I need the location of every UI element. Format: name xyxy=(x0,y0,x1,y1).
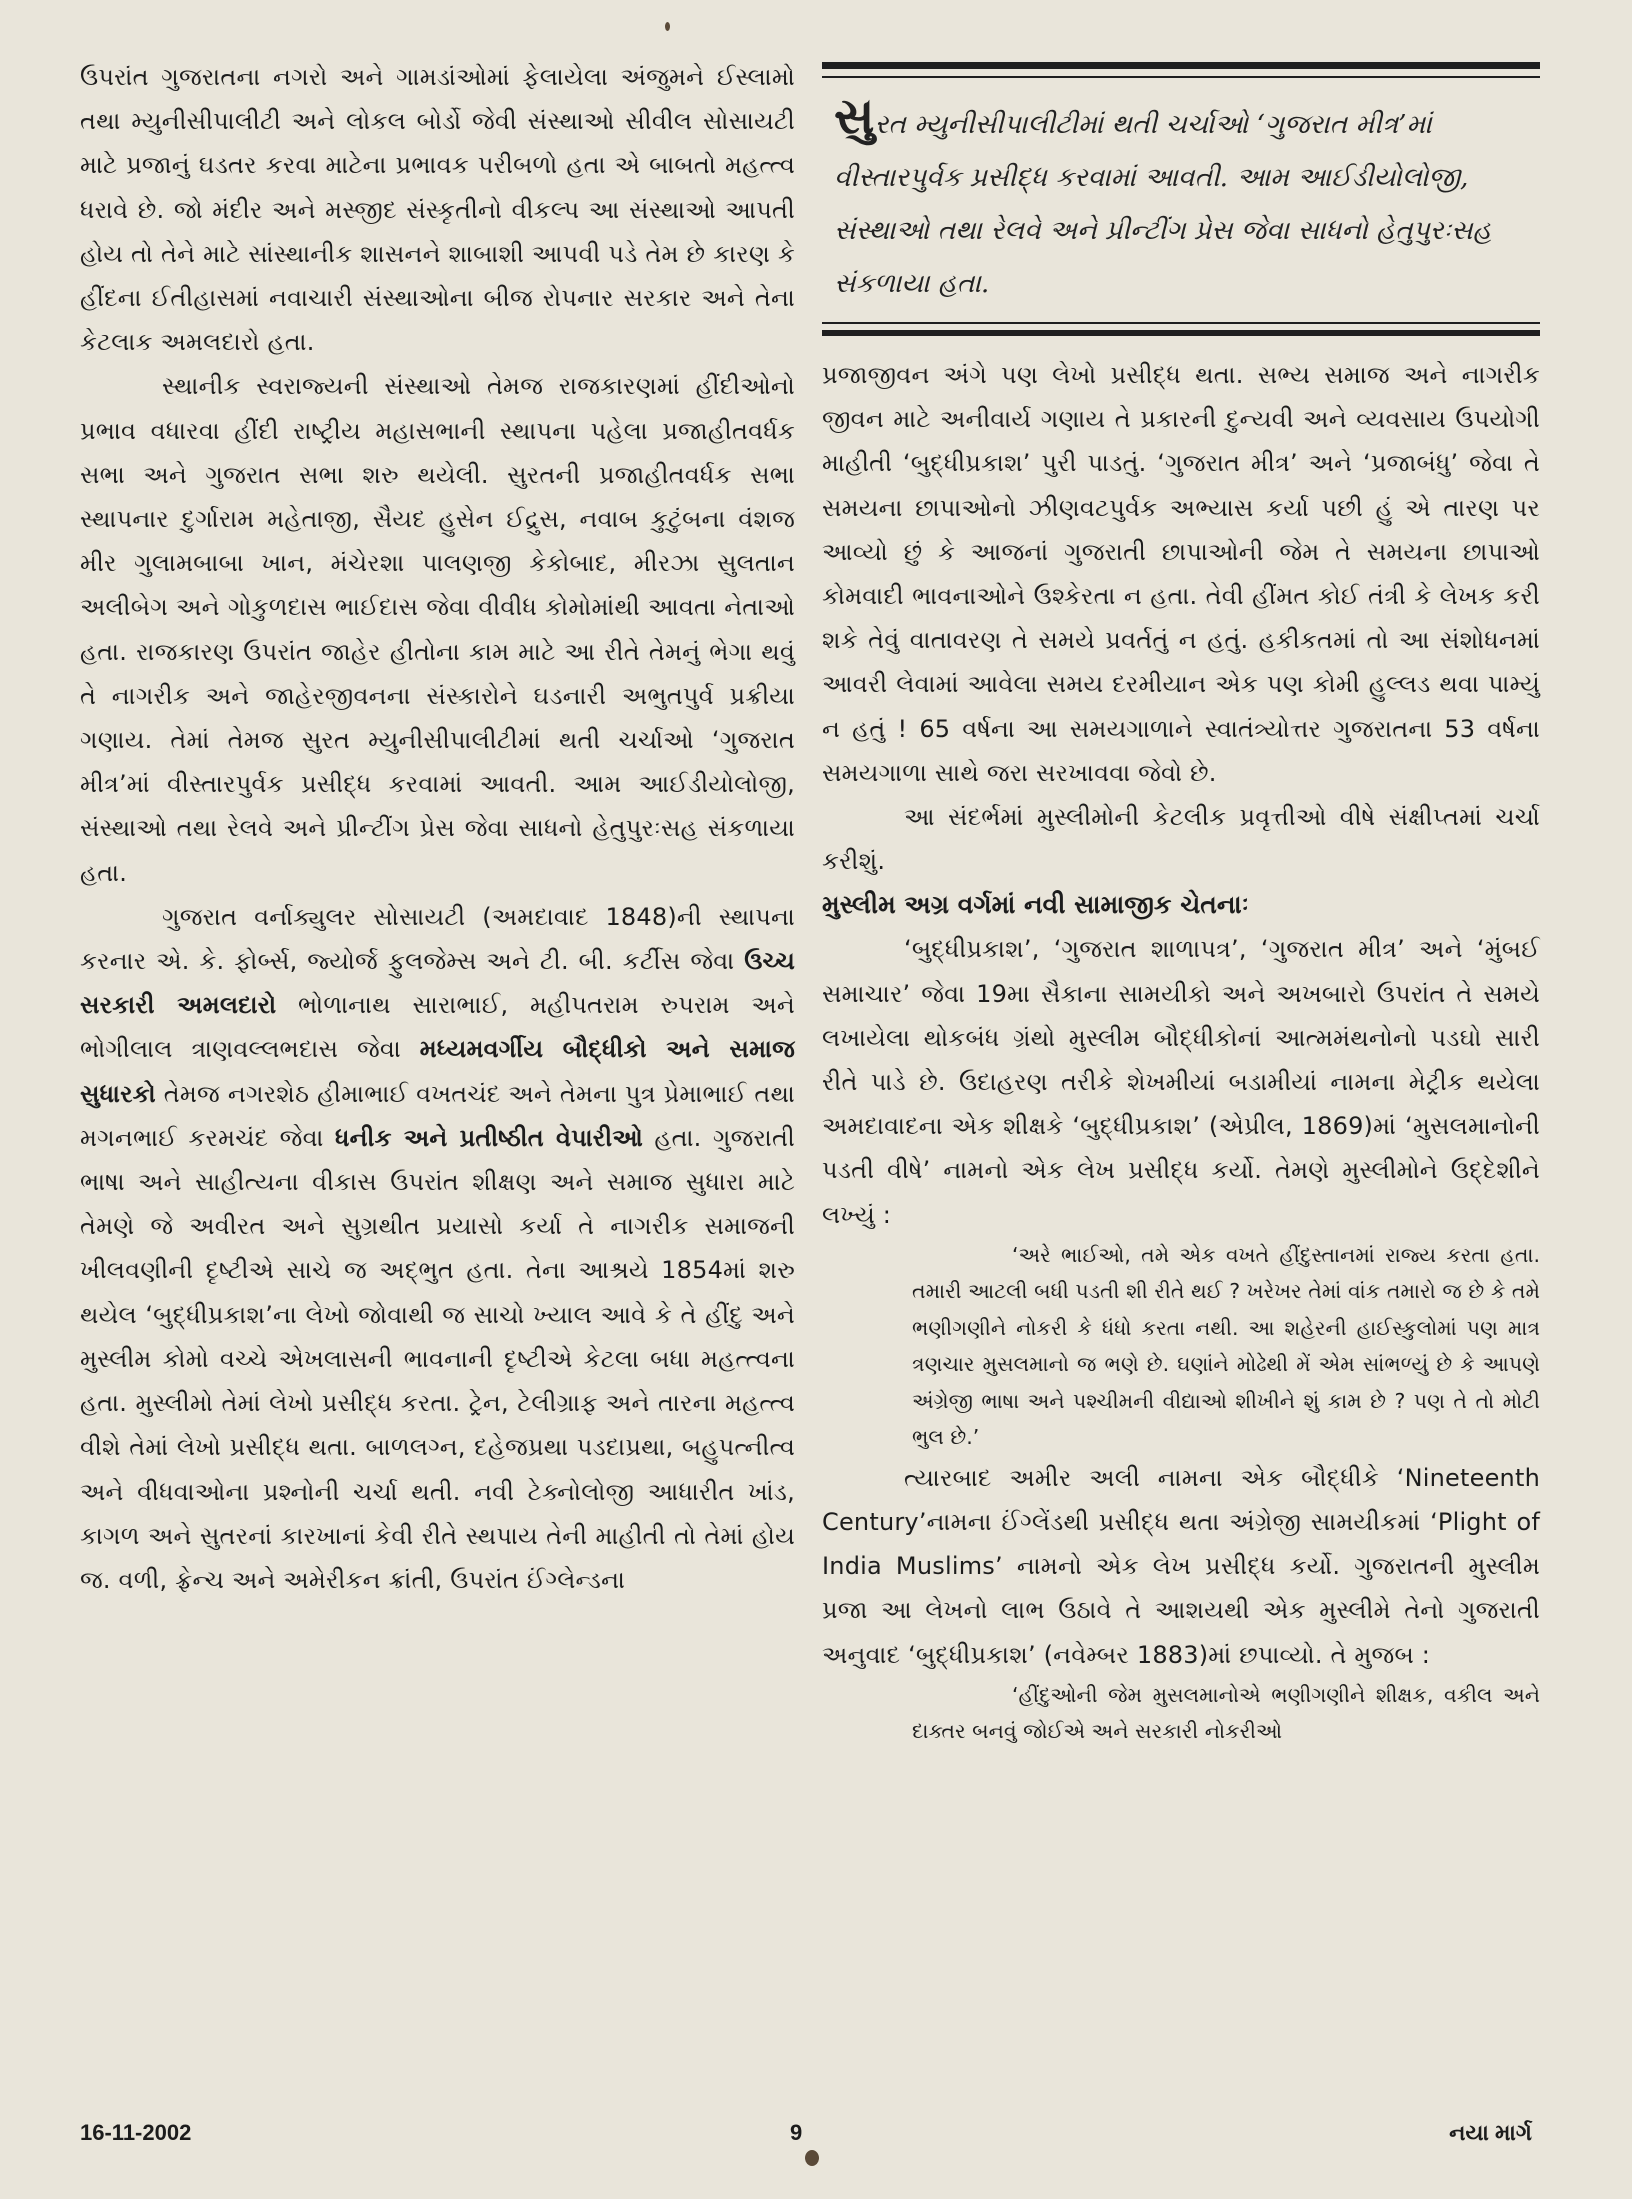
left-column xyxy=(80,55,795,1602)
bold-phrase-intellectuals: મધ્યમવર્ગીય બૌદ્ધીકો અને સમાજ સુધારકો xyxy=(80,1035,796,1108)
pull-quote-bottom-rule xyxy=(822,330,1540,336)
section-heading: મુસ્લીમ અગ્ર વર્ગમાં નવી સામાજીક ચેતનાઃ xyxy=(822,890,1249,920)
right-paragraph-1: પ્રજાજીવન અંગે પણ લેખો પ્રસીદ્ધ થતા. સભ્ય સમાજ અને નાગરીક જીવન માટે અનીવાર્ય ગણાય તે પ્રકારની દુન્યવી અને વ્યવસાય ઉપયોગી માહીતી ‘બુદ્ધીપ્રકાશ’ પુરી પાડતું. ‘ગુજરાત મીત્ર’ અને ‘પ્રજાબંધુ’ જેવા તે સમયના છાપાઓનો ઝીણવટપુર્વક અભ્યાસ કર્યા પછી હું એ તારણ પર આવ્યો છું કે આજનાં ગુજરાતી છાપાઓની જેમ તે સમયના છાપાઓ કોમવાદી ભાવનાઓને ઉશ્કેરતા ન હતા. તેવી હીંમત કોઈ તંત્રી કે લેખક કરી શકે તેવું વાતાવરણ તે સમયે પ્રવર્તતું ન હતું. હકીકતમાં તો આ સંશોધનમાં આવરી લેવામાં આવેલા સમય દરમીયાન એક પણ કોમી હુલ્લડ થવા પામ્યું ન હતું ! 65 વર્ષના આ સમયગાળાને સ્વાતંત્ર્યોત્તર ગુજરાતના 53 વર્ષના સમયગાળા સાથે જરા સરખાવવા જેવો છે. xyxy=(822,361,1540,787)
ink-spot xyxy=(665,22,670,31)
pull-quote-box xyxy=(822,62,1540,352)
pull-quote-body: રત મ્યુનીસીપાલીટીમાં થતી ચર્ચાઓ ‘ગુજરાત મીત્ર’માં વીસ્તારપુર્વક પ્રસીદ્ધ કરવામાં આવતી. આમ આઈડીયોલોજી, સંસ્થાઓ તથા રેલવે અને પ્રીન્ટીંગ પ્રેસ જેવા સાધનો હેતુપુરઃસહ સંકળાયા હતા. xyxy=(834,109,1492,299)
pull-quote-dropcap: સુ xyxy=(834,86,875,145)
left-paragraph-1: ઉપરાંત ગુજરાતના નગરો અને ગામડાંઓમાં ફેલાયેલા અંજુમને ઈસ્લામો તથા મ્યુનીસીપાલીટી અને લોકલ બોર્ડો જેવી સંસ્થાઓ સીવીલ સોસાયટી માટે પ્રજાનું ઘડતર કરવા માટેના પ્રભાવક પરીબળો હતા એ બાબતો મહત્ત્વ ધરાવે છે. જો મંદીર અને મસ્જીદ સંસ્કૃતીનો વીકલ્પ આ સંસ્થાઓ આપતી હોય તો તેને માટે સાંસ્થાનીક શાસનને શાબાશી આપવી પડે તેમ છે કારણ કે હીંદના ઈતીહાસમાં નવાચારી સંસ્થાઓના બીજ રોપનાર સરકાર અને તેના કેટલાક અમલદારો હતા. xyxy=(80,63,795,357)
ink-spot xyxy=(805,2150,819,2166)
bold-phrase-merchants: ધનીક અને પ્રતીષ્ઠીત વેપારીઓ xyxy=(335,1123,643,1152)
right-paragraph-4: ત્યારબાદ અમીર અલી નામના એક બૌદ્ધીકે ‘Nineteenth Century’નામના ઈંગ્લેંડથી પ્રસીદ્ધ થતા અંગ્રેજી સામયીકમાં ‘Plight of India Muslims’ નામનો એક લેખ પ્રસીદ્ધ કર્યો. ગુજરાતની મુસ્લીમ પ્રજા આ લેખનો લાભ ઉઠાવે તે આશયથી એક મુસ્લીમે તેનો ગુજરાતી અનુવાદ ‘બુદ્ધીપ્રકાશ’ (નવેમ્બર 1883)માં છપાવ્યો. તે મુજબ : xyxy=(822,1463,1540,1669)
footer-publication-name: નયા માર્ગ xyxy=(1449,2120,1532,2145)
left-paragraph-3-text-a: ગુજરાત વર્નાક્યુલર સોસાયટી (અમદાવાદ 1848)ની સ્થાપના કરનાર એ. કે. ફોર્બ્સ, જ્યોર્જ ફુલજેમ્સ અને ટી. બી. કર્ટીસ જેવા xyxy=(80,902,795,976)
left-paragraph-3-text-d: તેમજ નગરશેઠ હીમાભાઈ વખતચંદ અને તેમના પુત્ર પ્રેમાભાઈ તથા મગનભાઈ કરમચંદ જેવા xyxy=(80,1079,795,1152)
block-quote-2: ‘હીંદુઓની જેમ મુસલમાનોએ ભણીગણીને શીક્ષક, વકીલ અને દાક્તર બનવું જોઈએ અને સરકારી નોકરીઓ xyxy=(912,1682,1540,1744)
left-paragraph-3 xyxy=(80,895,795,1602)
pull-quote-text xyxy=(834,86,1534,310)
left-paragraph-3-text-c: ભોળાનાથ સારાભાઈ, મહીપતરામ રુપરામ અને ભોગીલાલ ત્રાણવલ્લભદાસ જેવા xyxy=(80,991,795,1064)
right-paragraph-2: આ સંદર્ભમાં મુસ્લીમોની કેટલીક પ્રવૃત્તીઓ વીષે સંક્ષીપ્તમાં ચર્ચા કરીશું. xyxy=(822,803,1540,876)
footer-date: 16-11-2002 xyxy=(80,2120,192,2145)
block-quote-1: ‘અરે ભાઈઓ, તમે એક વખતે હીંદુસ્તાનમાં રાજ્ય કરતા હતા. તમારી આટલી બધી પડતી શી રીતે થઈ ? ખરેખર તેમાં વાંક તમારો જ છે કે તમે ભણીગણીને નોકરી કે ધંધો કરતા નથી. આ શહેરની હાઈસ્કુલોમાં પણ માત્ર ત્રણચાર મુસલમાનો જ ભણે છે. ઘણાંને મોઢેથી મેં એમ સાંભળ્યું છે કે આપણે અંગ્રેજી ભાષા અને પશ્ચીમની વીદ્યાઓ શીખીને શું કામ છે ? પણ તે તો મોટી ભુલ છે.’ xyxy=(912,1242,1540,1450)
left-paragraph-2: સ્થાનીક સ્વરાજ્યની સંસ્થાઓ તેમજ રાજકારણમાં હીંદીઓનો પ્રભાવ વધારવા હીંદી રાષ્ટ્રીય મહાસભાની સ્થાપના પહેલા પ્રજાહીતવર્ધક સભા અને ગુજરાત સભા શરુ થયેલી. સુરતની પ્રજાહીતવર્ધક સભા સ્થાપનાર દુર્ગારામ મહેતાજી, સૈયદ હુસેન ઈદ્રુસ, નવાબ કુટુંબના વંશજ મીર ગુલામબાબા ખાન, મંચેરશા પાલણજી કેકોબાદ, મીરઝા સુલતાન અલીબેગ અને ગોકુળદાસ ભાઈદાસ જેવા વીવીધ કોમોમાંથી આવતા નેતાઓ હતા. રાજકારણ ઉપરાંત જાહેર હીતોના કામ માટે આ રીતે તેમનું ભેગા થવું તે નાગરીક અને જાહેરજીવનના સંસ્કારોને ઘડનારી અભુતપુર્વ પ્રક્રીયા ગણાય. તેમાં તેમજ સુરત મ્યુનીસીપાલીટીમાં થતી ચર્ચાઓ ‘ગુજરાત મીત્ર’માં વીસ્તારપુર્વક પ્રસીદ્ધ કરવામાં આવતી. આમ આઈડીયોલોજી, સંસ્થાઓ તથા રેલવે અને પ્રીન્ટીંગ પ્રેસ જેવા સાધનો હેતુપુરઃસહ સંકળાયા હતા. xyxy=(80,372,795,887)
footer-page-number: 9 xyxy=(790,2120,803,2145)
right-paragraph-3: ‘બુદ્ધીપ્રકાશ’, ‘ગુજરાત શાળાપત્ર’, ‘ગુજરાત મીત્ર’ અને ‘મુંબઈ સમાચાર’ જેવા 19મા સૈકાના સામયીકો અને અખબારો ઉપરાંત તે સમયે લખાયેલા થોકબંધ ગ્રંથો મુસ્લીમ બૌદ્ધીકોનાં આત્મમંથનોનો પડઘો સારી રીતે પાડે છે. ઉદાહરણ તરીકે શેખમીયાં બડામીયાં નામના મેટ્રીક થયેલા અમદાવાદના એક શીક્ષકે ‘બુદ્ધીપ્રકાશ’ (એપ્રીલ, 1869)માં ‘મુસલમાનોની પડતી વીષે’ નામનો એક લેખ પ્રસીદ્ધ કર્યો. તેમણે મુસ્લીમોને ઉદ્દેશીને લખ્યું : xyxy=(822,935,1540,1229)
bold-phrase-officials: ઉચ્ચ સરકારી અમલદારો xyxy=(80,947,795,1020)
pull-quote-top-thin-rule xyxy=(822,76,1540,78)
pull-quote-bottom-thin-rule xyxy=(822,322,1540,324)
left-paragraph-3-text-e: હતા. ગુજરાતી ભાષા અને સાહીત્યના વીકાસ ઉપરાંત શીક્ષણ અને સમાજ સુધારા માટે તેમણે જે અવીરત અને સુગ્રથીત પ્રયાસો કર્યા તે નાગરીક સમાજની ખીલવણીની દૃષ્ટીએ સાચે જ અદ્ભુત હતા. તેના આશ્રયે 1854માં શરુ થયેલ ‘બુદ્ધીપ્રકાશ’ના લેખો જોવાથી જ સાચો ખ્યાલ આવે કે તે હીંદુ અને મુસ્લીમ કોમો વચ્ચે એખલાસની ભાવનાની દૃષ્ટીએ કેટલા બધા મહત્ત્વના હતા. મુસ્લીમો તેમાં લેખો પ્રસીદ્ધ કરતા. ટ્રેન, ટેલીગ્રાફ અને તારના મહત્ત્વ વીશે તેમાં લેખો પ્રસીદ્ધ થતા. બાળલગ્ન, દહેજપ્રથા પડદાપ્રથા, બહુપત્નીત્વ અને વીધવાઓના પ્રશ્નોની ચર્ચા થતી. નવી ટેક્નોલોજી આધારીત ખાંડ, કાગળ અને સુતરનાં કારખાનાં કેવી રીતે સ્થપાય તેની માહીતી તો તેમાં હોય જ. વળી, ફ્રેન્ચ અને અમેરીકન ક્રાંતી, ઉપરાંત ઈંગ્લેન્ડના xyxy=(80,1123,795,1594)
pull-quote-top-rule xyxy=(822,62,1540,69)
right-column-text xyxy=(822,353,1540,1750)
